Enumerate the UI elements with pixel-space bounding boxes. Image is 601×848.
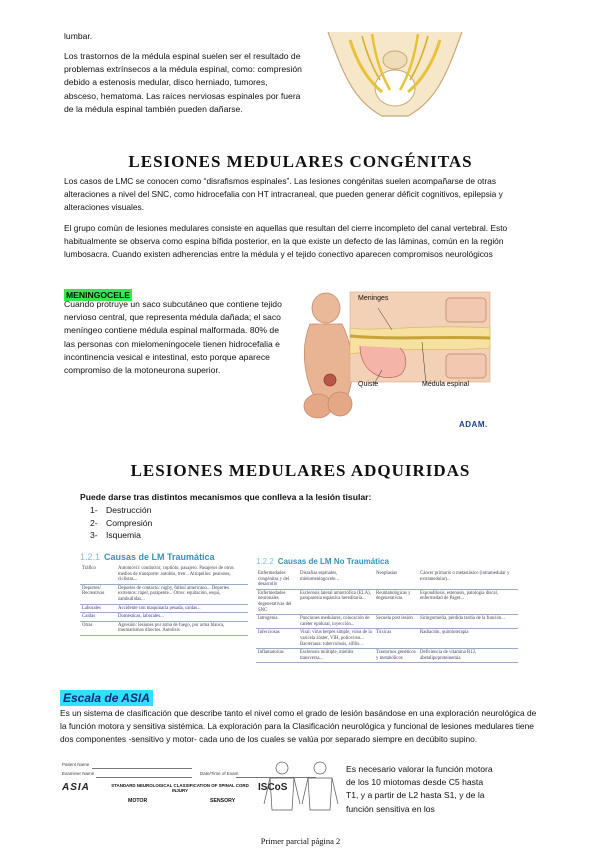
table-row: Otras Agresión: lesiones por arma de fuego, por arma blanca, traumatismos directos. Autolisis: [80, 621, 248, 635]
table-row: Inflamatorias Esclerosis múltiple, mielitis transversa... Trastornos genéticos y metabólicos Deficiencia de vitamina B12, abetalipoproteinemia: [256, 649, 518, 663]
asia-logo: ASIA: [62, 782, 90, 793]
page-footer: Primer parcial página 2: [260, 836, 341, 846]
form-date-time: Date/Time of Exam: [200, 771, 239, 776]
table-non-traumatic-causes: [256, 570, 518, 663]
list-item: 3- Isquemia: [90, 530, 141, 541]
iscos-logo: ISCoS: [258, 782, 288, 793]
text-fragment: lumbar.: [64, 31, 93, 41]
asia-heading: Escala de ASIA: [60, 689, 153, 707]
label-meninges: Meninges: [358, 295, 389, 302]
form-sensory-label: SENSORY: [210, 798, 236, 804]
adam-logo: ADAM.: [459, 420, 488, 429]
table-traumatic-causes: [80, 565, 248, 636]
body-dermatome-diagram: [262, 760, 340, 812]
table-row: Tráfico Automóvil: conductor, copiloto, pasajero. Pasajeros de otros medios de transporte: autobús, tren... Atropellos: peatones, ciclistas...: [80, 565, 248, 584]
list-item: 1- Destrucción: [90, 505, 152, 515]
section-title-congenital: LESIONES MEDULARES CONGÉNITAS: [128, 152, 473, 171]
table-row: Laborales Accidente con maquinaria pesada, caídas...: [80, 604, 248, 613]
table-row: Caídas Domésticas, laborales...: [80, 613, 248, 622]
paragraph-meningocele: Cuando protruye un saco subcutáneo que contiene tejido nervioso central, que representa médula dañada; el saco meníngeo contiene médula espinal malformada. 80% de las personas con mielomeningocele tienen hidrocefalia e incontinencia vesical e intestinal, esto porque aparece compromiso de la motoneurona superior.: [64, 299, 282, 376]
paragraph-myotomes: Es necesario valorar la función motora de los 10 miotomas desde C5 hasta T1, y a partir de L2 hasta S1, y de la función sensitiva en los: [346, 764, 493, 814]
form-patient-name: Patient Name: [62, 762, 90, 767]
pelvis-nerves-illustration: [322, 30, 468, 122]
table-row: Iatrogenia Punciones medulares, colocación de catéter epidural, inyección... Secuela post lesión Siringomielia, pérdida tardía de la función...: [256, 615, 518, 629]
form-standard-title: STANDARD NEUROLOGICAL CLASSIFICATION OF SPINAL CORD INJURY: [111, 783, 249, 794]
list-item: 2- Compresión: [90, 517, 153, 528]
meningocele-label: MENINGOCELE: [66, 290, 130, 300]
form-motor-label: MOTOR: [128, 798, 148, 804]
paragraph-asia: Es un sistema de clasificación que describe tanto el nivel como el grado de lesión basándose en una exploración neurológica de la función motora y sensitiva sistémica. La exploración para la Clasificación neurológica y funcional de lesiones medulares tiene dos componentes -sensitivo y motor- cada uno de los cuales se valúa por separado siempre en decúbito supino.: [60, 708, 537, 745]
table-row: Deportes/ Recreativas Deportes de contacto: rugby, fútbol americano... Deportes extremos: rapel, parapente... Otros: equitación, esquí, zambullidas...: [80, 584, 248, 604]
table-row: Enfermedades neuronales degenerativas del SNC Esclerosis lateral amiotrófica (ELA), paraparesia espástica hereditaria... Reumatológicas y degenerativas Espondilosis, estenosis, patología discal, enfermedad de Paget...: [256, 589, 518, 614]
label-medula-espinal: Médula espinal: [422, 381, 470, 388]
form-examiner-name: Examiner Name: [62, 771, 95, 776]
section-title-acquired: LESIONES MEDULARES ADQUIRIDAS: [130, 461, 471, 480]
paragraph-espina-bifida: El grupo común de lesiones medulares consiste en aquellas que resultan del cierre incompleto del canal vertebral. Esto habitualmente se observa como espina bífida posterior, en la que existe un defecto de las láminas, común en la región lumbosacra. Cuando existen adherencias entre la médula y el tejido conectivo aparecen compromisos neurológicos: [64, 223, 508, 260]
table-row: Enfermedades congénitas y del desarrollo Disrafias espinales, mielomeningocele... Neoplasias Cáncer primario o metastásico (intramedular y extramedular)...: [256, 570, 518, 589]
paragraph-disrafismos: Los casos de LMC se conocen como “disrafismos espinales”. Las lesiones congénitas suelen acompañarse de otras alteraciones a nivel del SNC, como hidrocefalia con HT intracraneal, que pueden generar déficit cognitivos, epilepsia y alteraciones visuales.: [64, 176, 503, 213]
label-quiste: Quiste: [358, 381, 379, 388]
table-row: Infecciosas Viral: virus herpes simple, virus de la varicela zóster, VIH, poliovirus... Bacteriana: tuberculosis, sífilis... Tóxicas Radiación, quimioterapia: [256, 629, 518, 649]
table2-title: 1.2.2 Causas de LM No Traumática: [256, 557, 389, 566]
table1-title: 1.2.1 Causas de LM Traumática: [80, 552, 215, 562]
paragraph-spinal-disorders: Los trastornos de la médula espinal suelen ser el resultado de problemas extrínsecos a la médula espinal, como: compresión debido a estenosis medular, disco herniado, tumores, absceso, hematoma. Las raíces nerviosas espinales por fuera de la médula espinal también pueden dañarse.: [64, 51, 302, 114]
mechanisms-intro: Puede darse tras distintos mecanismos que conlleva a la lesión tisular:: [80, 492, 372, 502]
meningocele-figure: [296, 288, 496, 428]
mechanisms-list: [90, 504, 152, 542]
